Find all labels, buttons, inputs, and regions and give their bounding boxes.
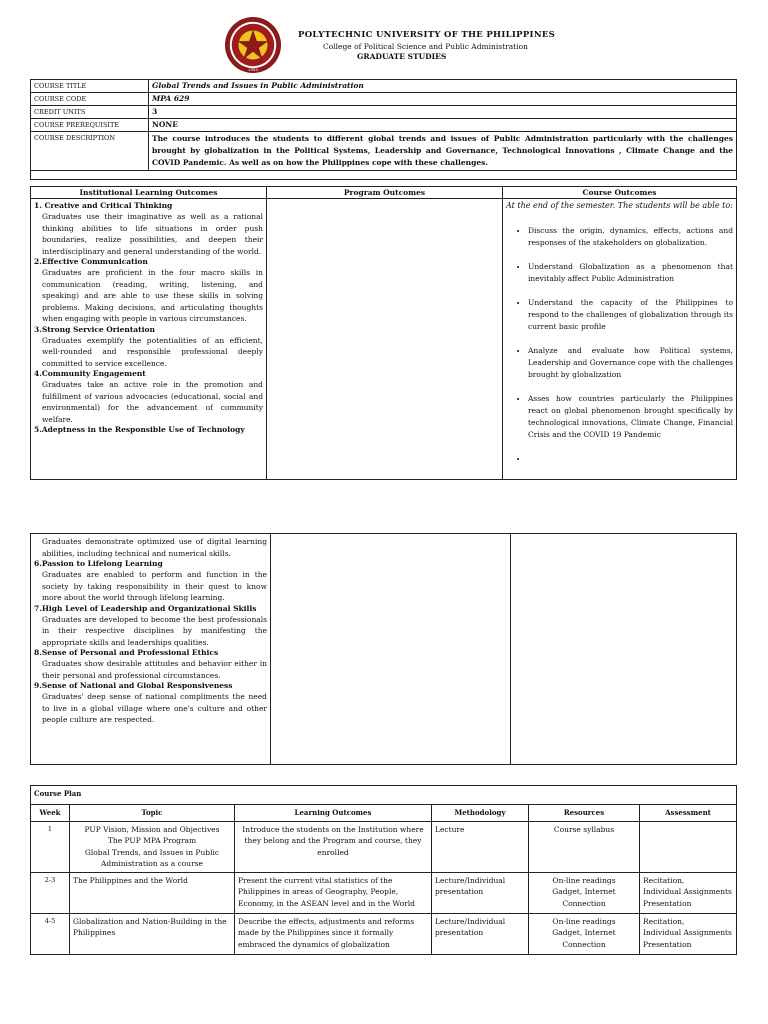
course-code-value: MPA 629 bbox=[149, 93, 737, 106]
co-list bbox=[506, 225, 733, 465]
spacer-cell bbox=[31, 171, 737, 180]
svg-text:1904: 1904 bbox=[248, 67, 258, 73]
plan-header-resources: Resources bbox=[529, 805, 640, 822]
outcomes-body-row bbox=[31, 199, 737, 480]
course-code-row bbox=[31, 93, 737, 106]
ilo-heading: 1. Creative and Critical Thinking bbox=[34, 201, 173, 210]
po-cont-cell bbox=[271, 534, 511, 765]
course-outcome-item: • Asses how countries particularly the Philippines react on global phenomenon brought specifically by technological innovations, Climate Change, Financial Crisis and the COVID 19 Pandemic bbox=[528, 393, 733, 441]
plan-title-row bbox=[31, 786, 737, 805]
plan-assessment-cell: Recitation, Individual Assignments Presentation bbox=[640, 872, 737, 913]
course-outcome-item: • Discuss the origin, dynamics, effects, actions and responses of the stakeholders on globalization. bbox=[528, 225, 733, 249]
ilo-heading: 3.Strong Service Orientation bbox=[34, 324, 155, 334]
plan-assessment-cell bbox=[640, 821, 737, 872]
plan-topic-cell: PUP Vision, Mission and Objectives The PUP MPA Program Global Trends, and Issues in Public Administration as a course bbox=[70, 821, 235, 872]
credit-units-label: CREDIT UNITS bbox=[31, 106, 149, 119]
ilo-description: Graduates demonstrate optimized use of digital learning abilities, including technical and numerical skills. bbox=[42, 537, 267, 558]
plan-methodology-cell: Lecture/Individual presentation bbox=[432, 872, 529, 913]
co-cell bbox=[503, 199, 737, 480]
plan-learning-outcome-cell: Present the current vital statistics of the Philippines in areas of Geography, People, Economy, in the ASEAN level and in the World bbox=[235, 872, 432, 913]
plan-week-cell: 2-3 bbox=[31, 872, 70, 913]
university-name: POLYTECHNIC UNIVERSITY OF THE PHILIPPINES bbox=[298, 30, 556, 40]
plan-row bbox=[31, 872, 737, 913]
ilo-description: Graduates show desirable attitudes and behavior either in their personal and professional circumstances. bbox=[42, 659, 267, 680]
ilo-heading: 2.Effective Communication bbox=[34, 257, 148, 266]
outcomes-header-row bbox=[31, 187, 737, 199]
po-cell bbox=[267, 199, 503, 480]
plan-topic-cell: Globalization and Nation-Building in the Philippines bbox=[70, 913, 235, 954]
plan-header-methodology: Methodology bbox=[432, 805, 529, 822]
plan-header-week: Week bbox=[31, 805, 70, 822]
co-cont-cell bbox=[511, 534, 737, 765]
course-outcome-item: • Understand Globalization as a phenomenon that inevitably affect Public Administration bbox=[528, 261, 733, 285]
po-column-header: Program Outcomes bbox=[267, 187, 503, 199]
co-column-header: Course Outcomes bbox=[503, 187, 737, 199]
ilo-description: Graduates exemplify the potentialities of an efficient, well-rounded and responsible professional deeply committed to service excellence. bbox=[42, 335, 263, 368]
ilo-description: Graduates use their imaginative as well as a rational thinking abilities to life situations in order push boundaries, realize possibilities, and deepen their interdisciplinary and general understanding of the world. bbox=[42, 212, 263, 256]
plan-header-topic: Topic bbox=[70, 805, 235, 822]
prerequisite-value: NONE bbox=[149, 119, 737, 132]
ilo-description: Graduates are developed to become the best professionals in their respective disciplines by manifesting the appropriate skills and leaderships qualities. bbox=[42, 614, 267, 647]
course-title-value: Global Trends and Issues in Public Administration bbox=[149, 80, 737, 93]
outcomes-table bbox=[30, 186, 737, 480]
ilo-heading: 5.Adeptness in the Responsible Use of Technology bbox=[34, 425, 245, 434]
ilo-description: Graduates' deep sense of national compliments the need to live in a global village where one's culture and other people culture are respected. bbox=[42, 692, 267, 724]
course-plan-table bbox=[30, 785, 737, 955]
credit-units-value: 3 bbox=[149, 106, 737, 119]
plan-title: Course Plan bbox=[31, 786, 737, 805]
plan-row bbox=[31, 913, 737, 954]
course-title-row bbox=[31, 80, 737, 93]
plan-assessment-cell: Recitation, Individual Assignments Presentation bbox=[640, 913, 737, 954]
course-info-table bbox=[30, 79, 737, 180]
description-row bbox=[31, 132, 737, 171]
plan-resources-cell: On-line readings Gadget, Internet Connection bbox=[529, 872, 640, 913]
ilo-heading: 7.High Level of Leadership and Organizational Skills bbox=[34, 603, 257, 613]
ilo-cell bbox=[31, 199, 267, 480]
course-outcome-item: • Analyze and evaluate how Political systems, Leadership and Governance cope with the challenges brought by globalization bbox=[528, 345, 733, 381]
ilo-heading: 4.Community Engagement bbox=[34, 369, 146, 378]
plan-body bbox=[31, 821, 737, 954]
ilo-heading: 6.Passion to Lifelong Learning bbox=[34, 559, 163, 568]
plan-week-cell: 4-5 bbox=[31, 913, 70, 954]
college-name: College of Political Science and Public Administration bbox=[323, 42, 528, 51]
ilo-column-header: Institutional Learning Outcomes bbox=[31, 187, 267, 199]
plan-topic-cell: The Philippines and the World bbox=[70, 872, 235, 913]
plan-learning-outcome-cell: Introduce the students on the Institution where they belong and the Program and course, they enrolled bbox=[235, 821, 432, 872]
prerequisite-row bbox=[31, 119, 737, 132]
plan-header-assessment: Assessment bbox=[640, 805, 737, 822]
ilo-description: Graduates are proficient in the four macro skills in communication (reading, writing, listening, and speaking) and are able to use these skills in solving problems. Making decisions, and articulating thoughts when engaging with people in various circumstances. bbox=[42, 268, 263, 323]
plan-methodology-cell: Lecture/Individual presentation bbox=[432, 913, 529, 954]
plan-row bbox=[31, 821, 737, 872]
graduate-studies-label: GRADUATE STUDIES bbox=[357, 52, 447, 61]
outcomes-cont-row bbox=[31, 534, 737, 765]
ilo-heading: 9.Sense of National and Global Responsiveness bbox=[34, 681, 233, 690]
plan-methodology-cell: Lecture bbox=[432, 821, 529, 872]
course-code-label: COURSE CODE bbox=[31, 93, 149, 106]
plan-header-row bbox=[31, 805, 737, 822]
plan-resources-cell: Course syllabus bbox=[529, 821, 640, 872]
credit-units-row bbox=[31, 106, 737, 119]
course-outcome-item: • Understand the capacity of the Philippines to respond to the challenges of globalization through its current basic profile bbox=[528, 297, 733, 333]
plan-resources-cell: On-line readings Gadget, Internet Connection bbox=[529, 913, 640, 954]
ilo-heading: 8.Sense of Personal and Professional Ethics bbox=[34, 648, 219, 657]
co-intro: At the end of the semester. The students will be able to: bbox=[506, 201, 733, 210]
ilo-description: Graduates take an active role in the promotion and fulfillment of various advocacies (educational, social and environmental) for the advancement of community welfare. bbox=[42, 380, 263, 424]
plan-learning-outcome-cell: Describe the effects, adjustments and reforms made by the Philippines since it formally embraced the dynamics of globalization bbox=[235, 913, 432, 954]
outcomes-table-continued bbox=[30, 533, 737, 765]
plan-header-learning-outcomes: Learning Outcomes bbox=[235, 805, 432, 822]
ilo-description: Graduates are enabled to perform and function in the society by taking responsibility in their quest to know more about the world through lifelong learning. bbox=[42, 570, 267, 602]
ilo-cont-cell bbox=[31, 534, 271, 765]
course-outcome-item bbox=[528, 453, 733, 465]
spacer-row bbox=[31, 171, 737, 180]
course-title-label: COURSE TITLE bbox=[31, 80, 149, 93]
prerequisite-label: COURSE PREREQUISITE bbox=[31, 119, 149, 132]
university-seal-logo bbox=[224, 16, 282, 74]
description-label: COURSE DESCRIPTION bbox=[31, 132, 149, 171]
description-value: The course introduces the students to different global trends and issues of Public Administration particularly with the challenges brought by globalization in the Political Systems, Leadership and Governance, Technological Innovations , Climate Change and the COVID Pandemic. As well as on how the Philippines cope with these challenges. bbox=[149, 132, 737, 171]
plan-week-cell: 1 bbox=[31, 821, 70, 872]
